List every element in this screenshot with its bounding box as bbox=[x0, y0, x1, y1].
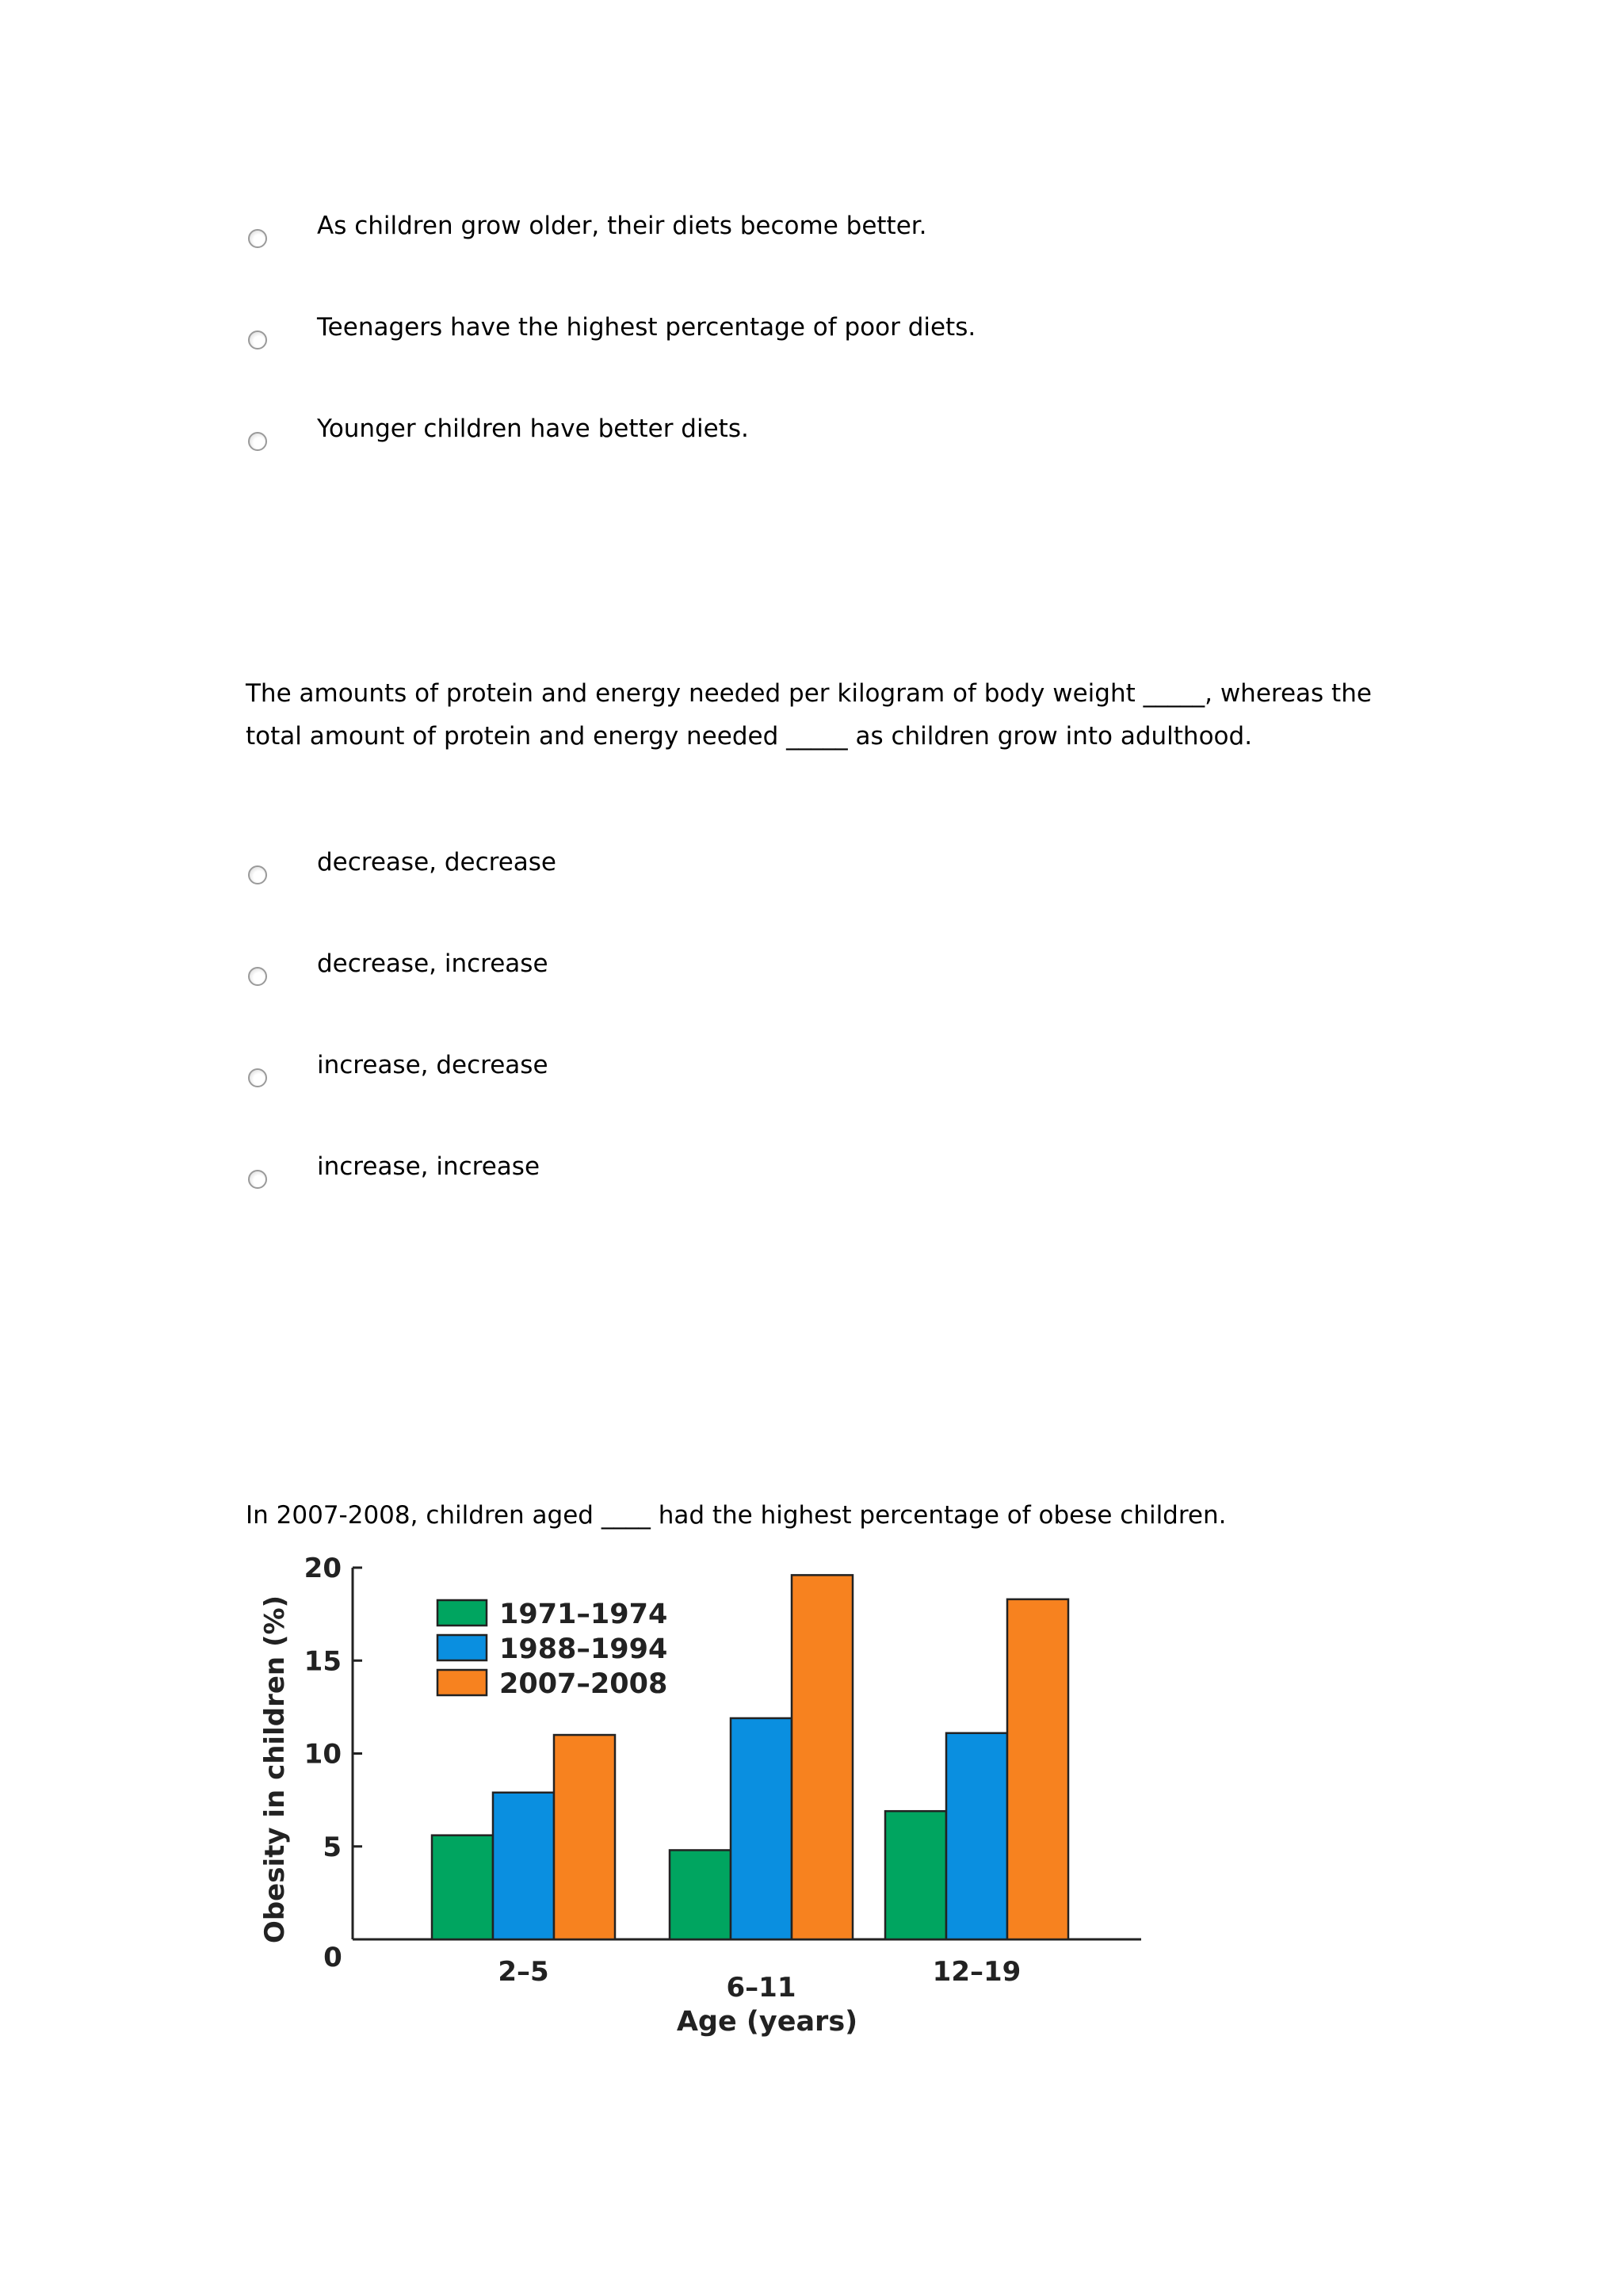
radio-button-q2-1[interactable] bbox=[248, 865, 267, 884]
legend-label-2: 2007–2008 bbox=[499, 1668, 668, 1700]
bar-12-19-1 bbox=[946, 1733, 1007, 1939]
q1-option-2[interactable] bbox=[246, 311, 1434, 359]
radio-button-q1-1[interactable] bbox=[248, 229, 267, 248]
question-3-line: In 2007-2008, children aged ____ had the highest percentage of obese children. bbox=[246, 1501, 1227, 1530]
q2-option-2[interactable] bbox=[246, 948, 1434, 995]
q2-option-4[interactable] bbox=[246, 1151, 1434, 1198]
question-2-line-2: total amount of protein and energy needed _____ as children grow into adulthood. bbox=[246, 722, 1253, 751]
y-tick-label: 15 bbox=[304, 1645, 342, 1678]
q1-option-1-label: As children grow older, their diets become better. bbox=[317, 212, 927, 240]
x-tick-label: 6–11 bbox=[726, 1972, 796, 2004]
bar-6-11-2 bbox=[792, 1575, 853, 1939]
y-tick-label: 0 bbox=[323, 1942, 342, 1973]
q2-option-3-label: increase, decrease bbox=[317, 1051, 548, 1079]
x-axis-title: Age (years) bbox=[676, 2006, 858, 2038]
bar-6-11-0 bbox=[670, 1850, 731, 1939]
legend-swatch-1 bbox=[437, 1635, 487, 1660]
bar-2-5-2 bbox=[554, 1735, 615, 1939]
x-tick-label: 2–5 bbox=[498, 1956, 549, 1988]
q2-option-3[interactable] bbox=[246, 1049, 1434, 1097]
y-axis-title: Obesity in children (%) bbox=[259, 1595, 291, 1944]
y-tick-label: 20 bbox=[304, 1553, 342, 1584]
q2-option-1[interactable] bbox=[246, 846, 1434, 894]
legend-swatch-0 bbox=[437, 1600, 487, 1626]
y-tick-label: 5 bbox=[323, 1831, 342, 1863]
legend-label-0: 1971–1974 bbox=[499, 1599, 668, 1630]
radio-button-q2-2[interactable] bbox=[248, 967, 267, 986]
q1-option-1[interactable] bbox=[246, 210, 1434, 258]
y-tick-label: 10 bbox=[304, 1738, 342, 1771]
x-tick-label: 12–19 bbox=[932, 1956, 1022, 1988]
q2-option-1-label: decrease, decrease bbox=[317, 848, 557, 877]
question-2-line-1: The amounts of protein and energy needed per kilogram of body weight _____, whereas the bbox=[246, 679, 1372, 708]
bar-2-5-1 bbox=[493, 1793, 554, 1939]
bar-2-5-0 bbox=[432, 1836, 493, 1939]
radio-button-q1-2[interactable] bbox=[248, 330, 267, 350]
radio-button-q2-3[interactable] bbox=[248, 1068, 267, 1087]
bar-12-19-2 bbox=[1007, 1599, 1068, 1939]
radio-button-q1-3[interactable] bbox=[248, 432, 267, 451]
obesity-bar-chart bbox=[238, 1541, 1189, 2049]
question-3-text bbox=[246, 1494, 1387, 1537]
q1-option-2-label: Teenagers have the highest percentage of poor diets. bbox=[317, 313, 976, 342]
q1-option-3[interactable] bbox=[246, 413, 1434, 460]
bar-12-19-0 bbox=[885, 1811, 946, 1939]
q2-option-2-label: decrease, increase bbox=[317, 949, 548, 978]
radio-button-q2-4[interactable] bbox=[248, 1170, 267, 1189]
question-2-text bbox=[246, 672, 1387, 758]
legend-label-1: 1988–1994 bbox=[499, 1633, 668, 1665]
q1-option-3-label: Younger children have better diets. bbox=[317, 415, 749, 443]
legend-swatch-2 bbox=[437, 1670, 487, 1695]
bar-6-11-1 bbox=[731, 1718, 792, 1939]
chart-svg bbox=[238, 1541, 1189, 2049]
q2-option-4-label: increase, increase bbox=[317, 1152, 540, 1181]
